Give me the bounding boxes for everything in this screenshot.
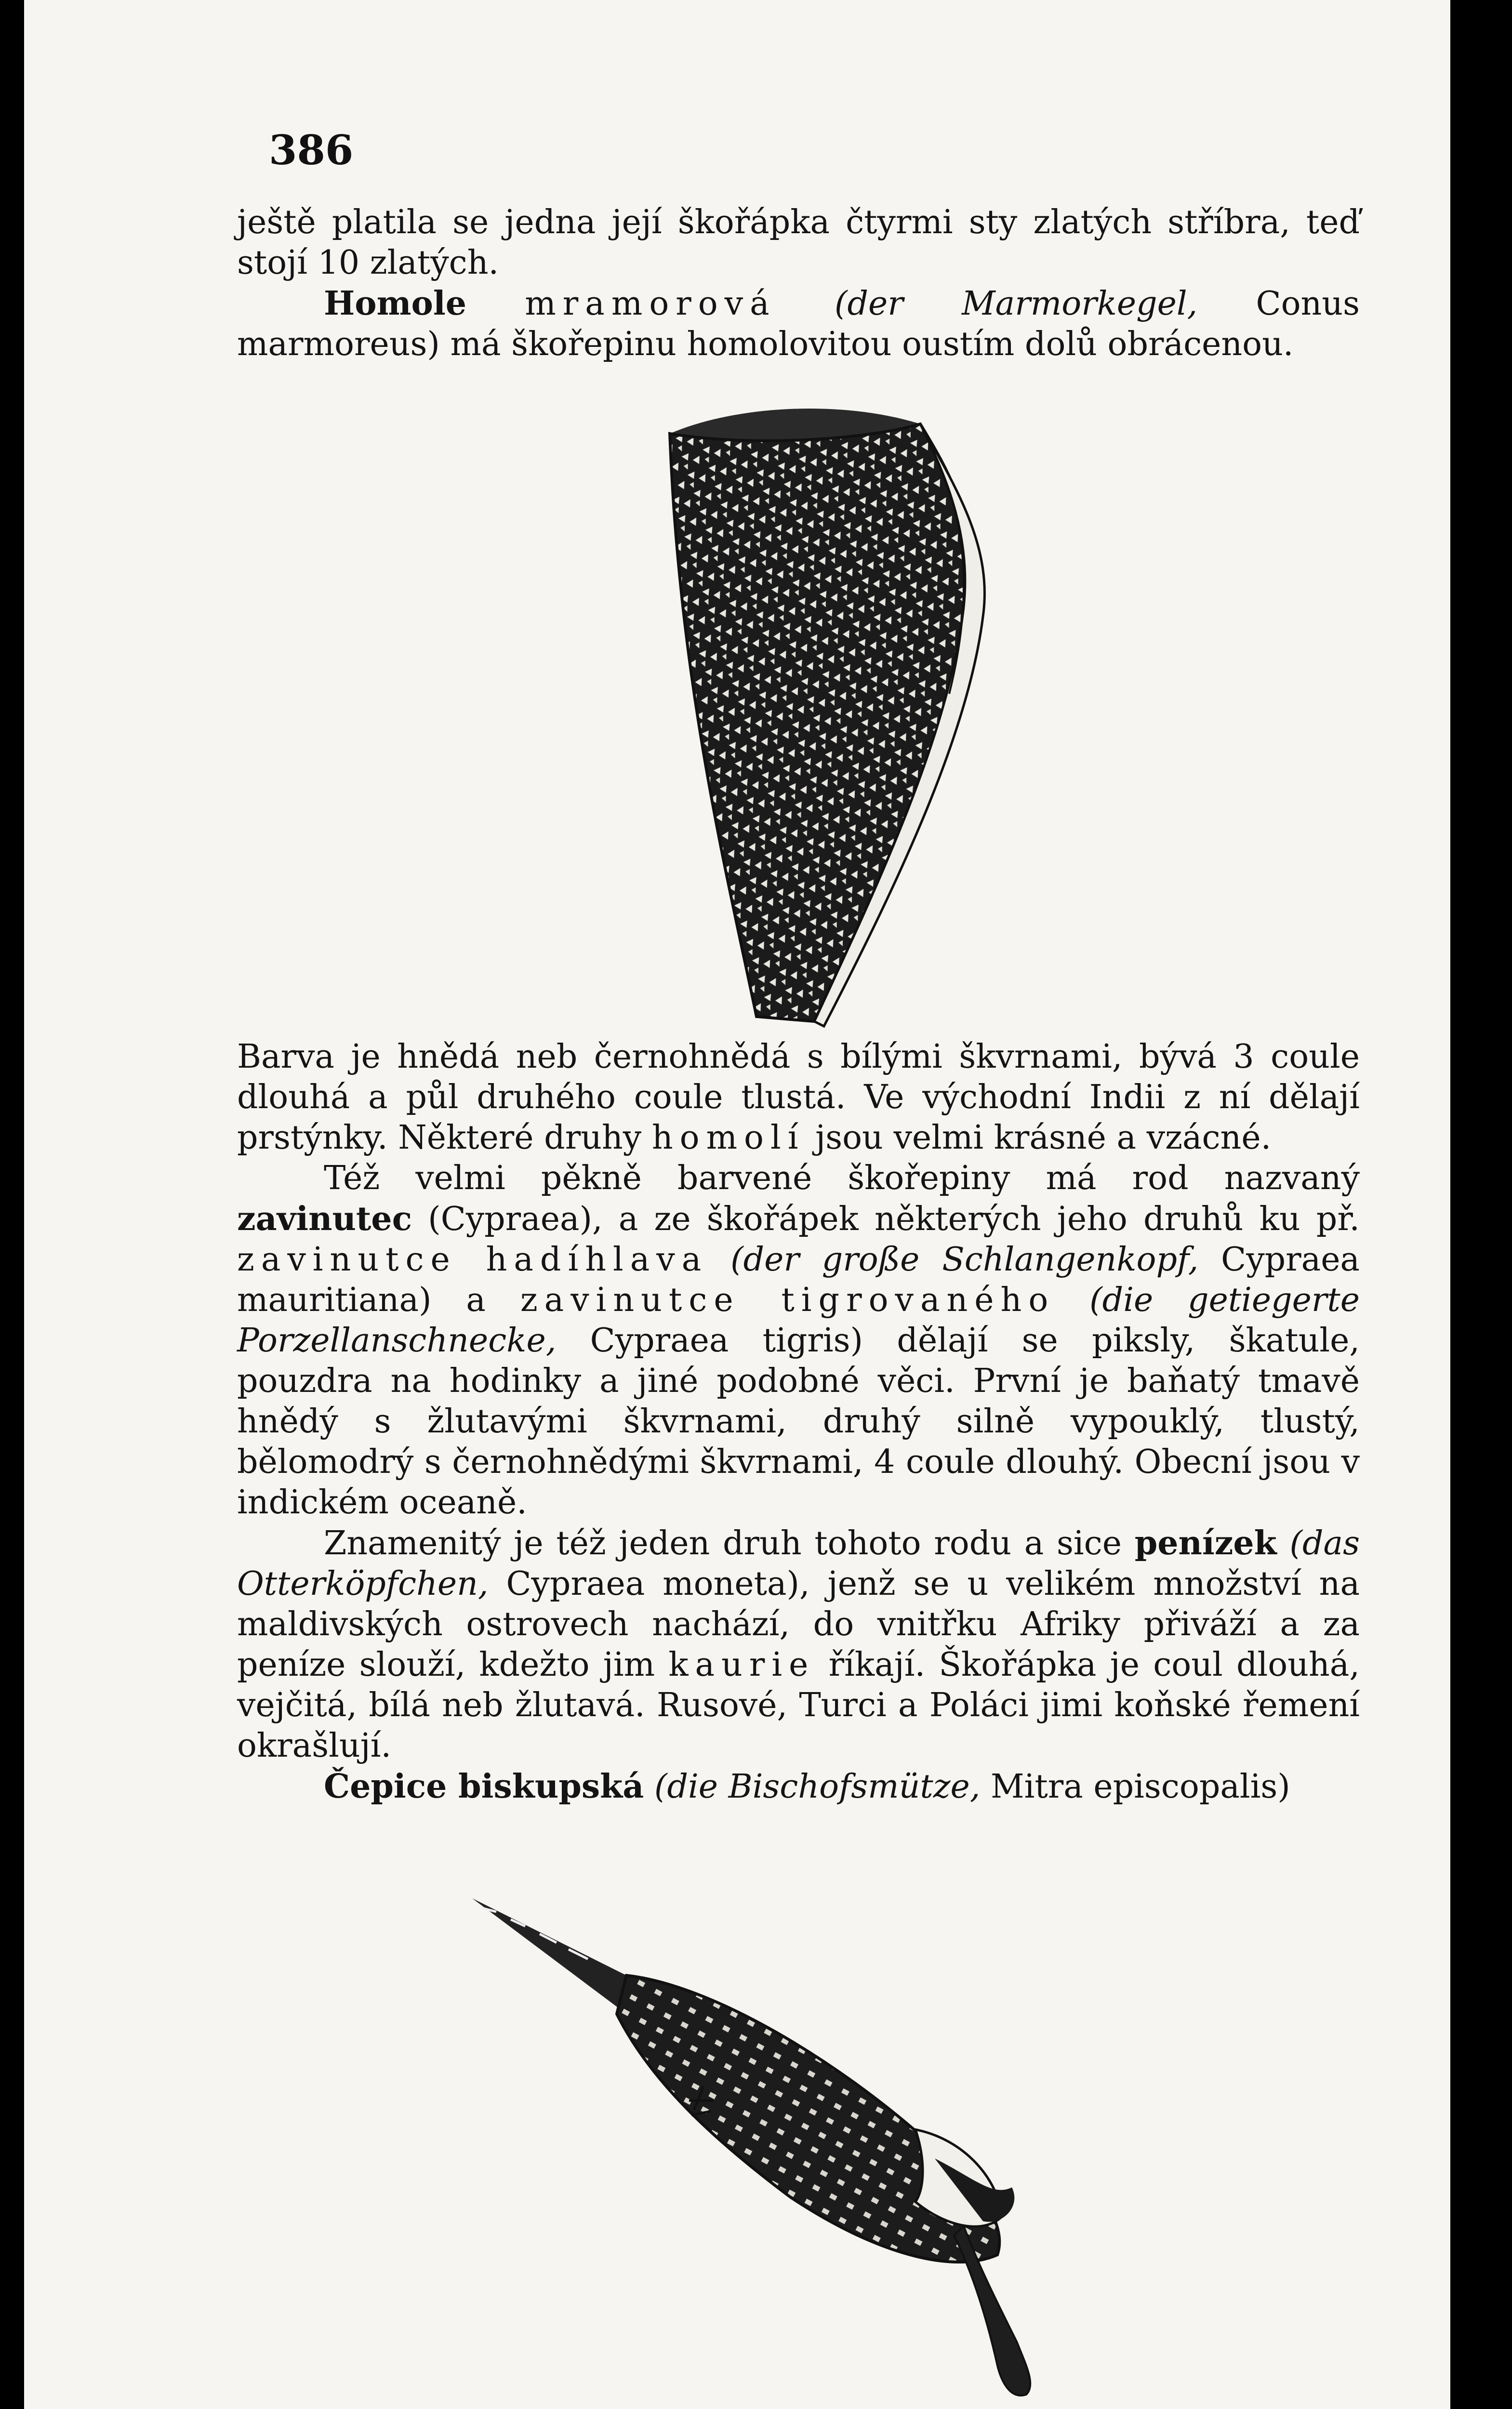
term-homole: Homole <box>324 284 467 323</box>
cone-shell-illustration <box>612 395 997 1036</box>
cone-body-shape <box>670 424 970 1021</box>
paragraph-2: Homole mramorová (der Marmorkegel, Conus marmoreus) má škořepinu homolovitou oustím dolů obrácenou. <box>237 284 1360 363</box>
term-zavinutec: zavinutec <box>237 1200 412 1238</box>
scan-border-right <box>1450 0 1512 2409</box>
text-block-top <box>237 202 1360 365</box>
mitra-shell-illustration <box>443 1889 1166 2399</box>
term-penizek: penízek <box>1134 1524 1277 1562</box>
paragraph-6: Čepice biskupská (die Bischofsmütze, Mitra episcopalis) <box>324 1767 1290 1806</box>
paragraph-1: ještě platila se jedna její škořápka čtyrmi sty zlatých stříbra, teď stojí 10 zlatých. <box>237 203 1360 282</box>
paragraph-3: Barva je hnědá neb černohnědá s bílými škvrnami, bývá 3 coule dlouhá a půl druhého coule tlustá. Ve východní Indii z ní dělají prstýnky. Některé druhy homolí jsou velmi krásné a vzácné. <box>237 1038 1360 1157</box>
paragraph-4: Též velmi pěkně barvené škořepiny má rod nazvaný zavinutec (Cypraea), a ze škořápek některých jeho druhů ku př. zavinutce hadíhlava (der große Schlangenkopf, Cypraea mauritiana) a zavinutce tigrovaného (die getiegerte Porzellanschnecke, Cypraea tigris) dělají se piksly, škatule, pouzdra na hodinky a jiné podobné věci. První je baňatý tmavě hnědý s žlutavými škvrnami, druhý silně vypouklý, tlustý, bělomodrý s černohnědými škvrnami, 4 coule dlouhý. Obecní jsou v indickém oceaně. <box>237 1159 1360 1522</box>
document-page <box>24 0 1450 2409</box>
text-block-middle <box>237 1037 1360 1807</box>
paragraph-5: Znamenitý je též jeden druh tohoto rodu a sice penízek (das Otterköpfchen, Cypraea moneta), jenž se u velikém množství na maldivských ostrovech nachází, do vnitřku Afriky přiváží a za peníze slouží, kdežto jim kaurie říkají. Škořápka je coul dlouhá, vejčitá, bílá neb žlutavá. Rusové, Turci a Poláci jimi koňské řemení okrašlují. <box>237 1524 1360 1765</box>
page-number: 386 <box>269 126 354 174</box>
term-cepice-biskupska: Čepice biskupská <box>324 1767 644 1806</box>
